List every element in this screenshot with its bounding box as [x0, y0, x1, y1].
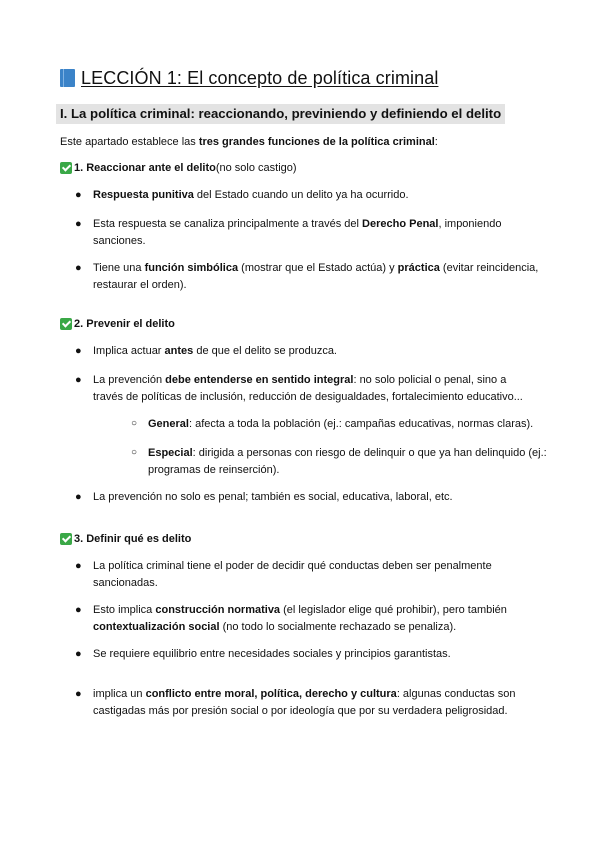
sub-list-item: Especial: dirigida a personas con riesgo de delinquir o que ya han delinquido (ej.: programas de reinserción). [148, 447, 547, 476]
section-heading: I. La política criminal: reaccionando, previniendo y definiendo el delito [56, 104, 505, 124]
list-item: implica un conflicto entre moral, política, derecho y cultura: algunas conductas son castigadas más por presión social o por ideología que por su verdadera peligrosidad. [93, 688, 516, 717]
check-mark-icon [60, 533, 72, 545]
sub-bullet-icon: ○ [131, 418, 138, 429]
lesson-title-text: LECCIÓN 1: El concepto de política criminal [81, 67, 439, 88]
bullet-icon: ● [75, 560, 82, 572]
bullet-icon: ● [75, 604, 82, 616]
list-item: Se requiere equilibrio entre necesidades sociales y principios garantistas. [93, 648, 451, 660]
bullet-icon: ● [75, 189, 82, 201]
list-item: Esto implica construcción normativa (el legislador elige qué prohibir), pero también contextualización social (no todo lo socialmente rechazado se penaliza). [93, 604, 507, 633]
bullet-icon: ● [75, 345, 82, 357]
bullet-icon: ● [75, 648, 82, 660]
function-3-heading: 3. Definir qué es delito [60, 531, 191, 547]
list-item: Tiene una función simbólica (mostrar que el Estado actúa) y práctica (evitar reincidencia, restaurar el orden). [93, 262, 539, 291]
list-item: Implica actuar antes de que el delito se produzca. [93, 345, 337, 357]
blue-book-icon [60, 69, 75, 87]
function-1-heading: 1. Reaccionar ante el delito (no solo castigo) [60, 160, 297, 176]
bullet-icon: ● [75, 688, 82, 700]
check-mark-icon [60, 318, 72, 330]
list-item: Esta respuesta se canaliza principalmente a través del Derecho Penal, imponiendo sanciones. [93, 218, 502, 247]
list-item: Respuesta punitiva del Estado cuando un delito ya ha ocurrido. [93, 189, 409, 201]
function-2-heading: 2. Prevenir el delito [60, 316, 175, 332]
bullet-icon: ● [75, 262, 82, 274]
bullet-icon: ● [75, 374, 82, 386]
sub-bullet-icon: ○ [131, 447, 138, 458]
list-item: La prevención debe entenderse en sentido integral: no solo policial o penal, sino a través de políticas de inclusión, reducción de desigualdades, fortalecimiento educativo... [93, 374, 523, 403]
intro-paragraph: Este apartado establece las tres grandes funciones de la política criminal: [60, 136, 438, 148]
bullet-icon: ● [75, 218, 82, 230]
list-item: La prevención no solo es penal; también es social, educativa, laboral, etc. [93, 491, 453, 503]
sub-list-item: General: afecta a toda la población (ej.: campañas educativas, normas claras). [148, 418, 534, 430]
list-item: La política criminal tiene el poder de decidir qué conductas deben ser penalmente sancionadas. [93, 560, 492, 589]
check-mark-icon [60, 162, 72, 174]
lesson-title [60, 66, 438, 90]
bullet-icon: ● [75, 491, 82, 503]
